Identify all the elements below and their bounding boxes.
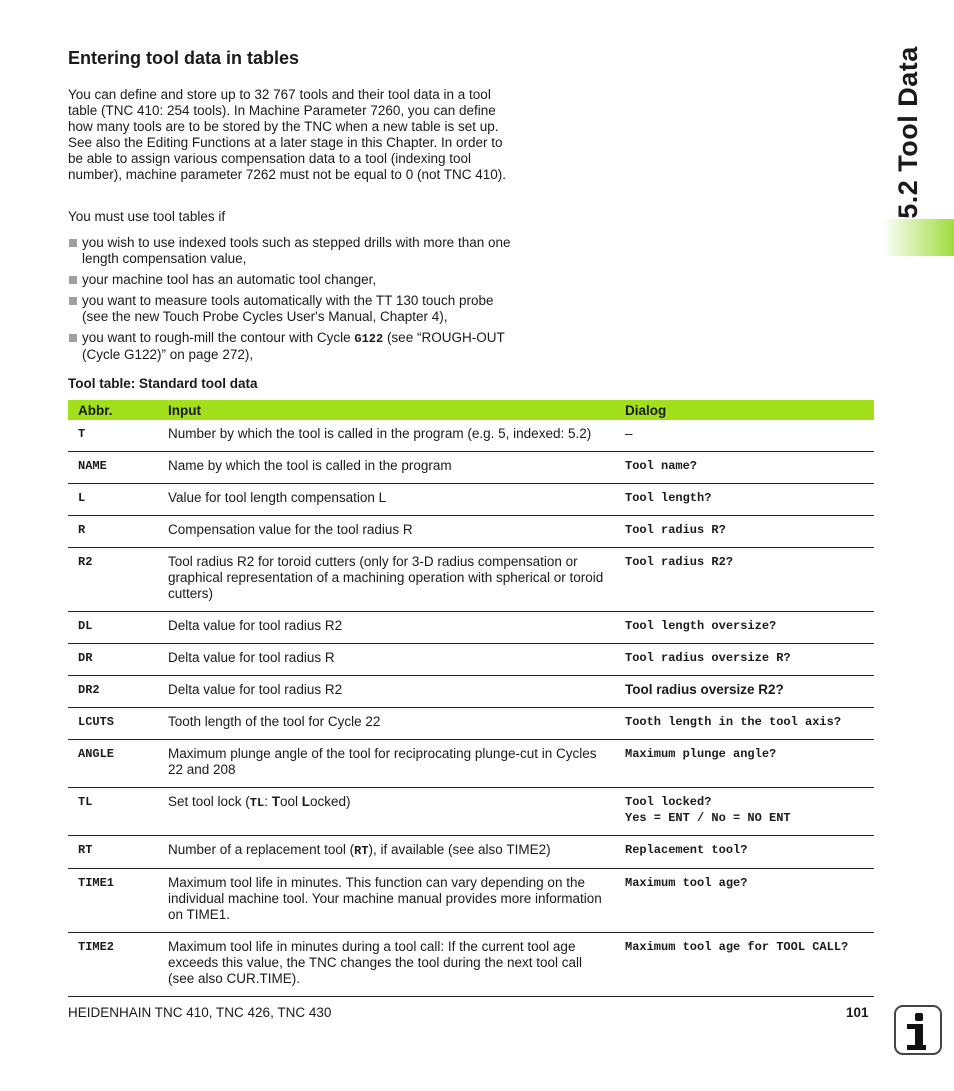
bullet-square-icon [69,239,77,247]
cell-abbr: RT [68,836,158,869]
table-row [68,933,874,997]
intro-lead: You must use tool tables if [68,209,226,224]
cell-input: Tool radius R2 for toroid cutters (only for 3-D radius compensation or graphical representation of a machining operation with spherical or toroid cutters) [158,548,615,612]
cell-abbr: DR2 [68,676,158,708]
cell-dialog: Tool radius R? [615,516,874,548]
cell-input: Maximum plunge angle of the tool for reciprocating plunge-cut in Cycles 22 and 208 [158,740,615,788]
cell-input: Tooth length of the tool for Cycle 22 [158,708,615,740]
cell-dialog: Replacement tool? [615,836,874,869]
requirements-list [68,235,516,368]
footer-product: HEIDENHAIN TNC 410, TNC 426, TNC 430 [68,1005,332,1020]
cycle-code: G122 [354,332,384,346]
table-row [68,612,874,644]
table-header-row [68,400,874,420]
cell-dialog: Tool name? [615,452,874,484]
cell-dialog: – [615,420,874,452]
bullet-square-icon [69,297,77,305]
info-icon [894,1005,942,1055]
cell-input: Number of a replacement tool (RT), if available (see also TIME2) [158,836,615,869]
cell-dialog: Maximum tool age for TOOL CALL? [615,933,874,997]
cell-abbr: R [68,516,158,548]
header-dialog: Dialog [615,400,874,420]
cell-dialog: Tooth length in the tool axis? [615,708,874,740]
cell-abbr: T [68,420,158,452]
cell-input: Compensation value for the tool radius R [158,516,615,548]
cell-abbr: R2 [68,548,158,612]
cell-dialog: Tool radius oversize R2? [615,676,874,708]
table-row [68,548,874,612]
cell-dialog: Maximum plunge angle? [615,740,874,788]
table-row [68,516,874,548]
cell-input: Value for tool length compensation L [158,484,615,516]
inline-code: TL [249,796,265,810]
list-item: you want to measure tools automatically with the TT 130 touch probe (see the new Touch Probe Cycles User's Manual, Chapter 4), [68,293,516,325]
header-input: Input [158,400,615,420]
cell-abbr: LCUTS [68,708,158,740]
cell-input: Maximum tool life in minutes during a tool call: If the current tool age exceeds this value, the TNC changes the tool during the next tool call (see also CUR.TIME). [158,933,615,997]
chapter-title: 5.2 Tool Data [892,45,923,219]
cell-input: Delta value for tool radius R2 [158,612,615,644]
table-row [68,869,874,933]
info-icon-serif-bottom [907,1045,926,1050]
table-row [68,836,874,869]
table-title: Tool table: Standard tool data [68,376,258,391]
cell-input: Maximum tool life in minutes. This function can vary depending on the individual machine tool. Your machine manual provides more information on TIME1. [158,869,615,933]
list-item: you wish to use indexed tools such as stepped drills with more than one length compensation value, [68,235,516,267]
cell-input: Number by which the tool is called in the program (e.g. 5, indexed: 5.2) [158,420,615,452]
cell-dialog: Tool length? [615,484,874,516]
table-row [68,644,874,676]
list-item: you want to rough-mill the contour with Cycle G122 (see “ROUGH-OUT (Cycle G122)” on page 272), [68,330,516,363]
cell-input: Delta value for tool radius R [158,644,615,676]
list-item: your machine tool has an automatic tool changer, [68,272,516,288]
table-row [68,484,874,516]
tool-data-table [68,400,874,997]
inline-code: RT [354,844,369,858]
cell-abbr: NAME [68,452,158,484]
bullet-square-icon [69,334,77,342]
cell-dialog: Tool locked? Yes = ENT / No = NO ENT [615,788,874,836]
table-row [68,740,874,788]
cell-dialog: Tool radius oversize R? [615,644,874,676]
section-heading: Entering tool data in tables [68,48,300,68]
cell-abbr: TIME1 [68,869,158,933]
chapter-tab [882,219,954,256]
cell-input: Set tool lock (TL: Tool Locked) [158,788,615,836]
cell-abbr: DR [68,644,158,676]
cell-dialog: Tool length oversize? [615,612,874,644]
cell-input: Name by which the tool is called in the program [158,452,615,484]
cell-abbr: DL [68,612,158,644]
table-row [68,420,874,452]
table-row [68,676,874,708]
cell-dialog: Maximum tool age? [615,869,874,933]
cell-abbr: TIME2 [68,933,158,997]
info-icon-dot [915,1013,923,1021]
cell-input: Delta value for tool radius R2 [158,676,615,708]
cell-abbr: L [68,484,158,516]
table-row [68,788,874,836]
table-row [68,452,874,484]
table-row [68,708,874,740]
intro-paragraph: You can define and store up to 32 767 tools and their tool data in a tool table (TNC 410: 254 tools). In Machine Parameter 7260, you can define how many tools are to be stored by the TNC when a new table is set up. See also the Editing Functions at a later stage in this Chapter. In order to be able to assign various compensation data to a tool (indexing tool number), machine parameter 7262 must not be equal to 0 (not TNC 410). [68,87,506,182]
page-number: 101 [846,1005,869,1020]
header-abbr: Abbr. [68,400,158,420]
cell-abbr: ANGLE [68,740,158,788]
cell-abbr: TL [68,788,158,836]
bullet-square-icon [69,276,77,284]
cell-dialog: Tool radius R2? [615,548,874,612]
